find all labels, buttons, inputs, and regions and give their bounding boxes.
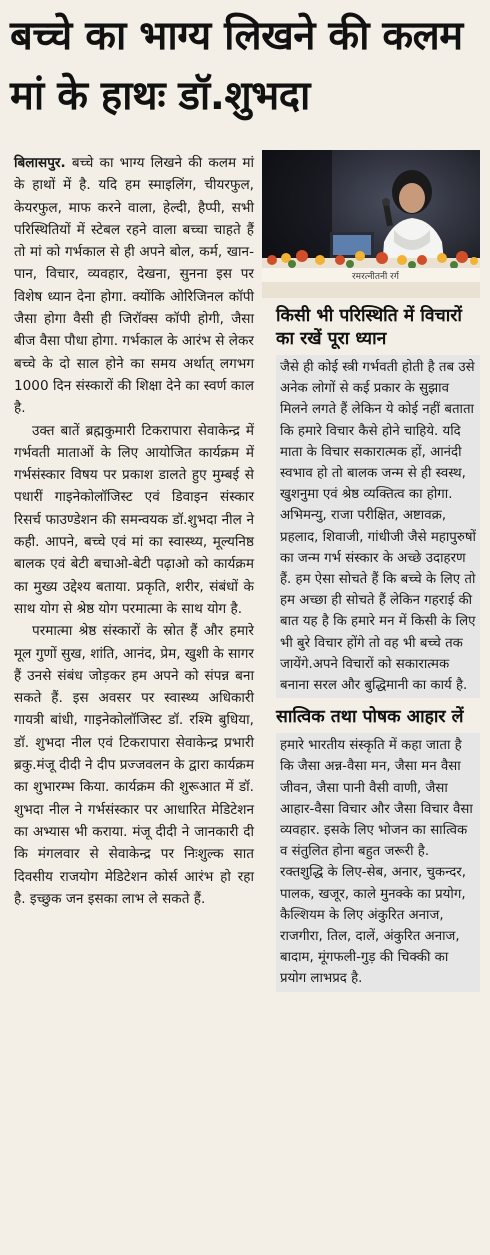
subhead-thoughts: किसी भी परिस्थिति में विचारों का रखें पूरा ध्यान [276,306,462,349]
paragraph-2: उक्त बातें ब्रह्मकुमारी टिकरापारा सेवाकेन्द्र में गर्भवती माताओं के लिए आयोजित कार्यक्रम में गर्भसंस्कार विषय पर प्रकाश डालते हुए मुम्बई से पधारीं गाइनेकोलॉजिस्ट एवं डिवाइन संस्कार रिसर्च फाउण्डेशन की समन्वयक डॉ.शुभदा नील ने कही. आपने, बच्चे एवं मां का स्वास्थ्य, मूल्यनिष्ठ बालक एवं बेटी बचाओ-बेटी पढ़ाओ को कार्यक्रम का मुख्य उद्देश्य बताया. प्रकृति, शरीर, संबंधों के साथ योग से श्रेष्ठ योग परमात्मा के साथ योग है. [14,422,254,617]
subhead-diet: सात्विक तथा पोषक आहार लें [276,707,464,728]
speaker-photo-illustration [262,150,480,298]
banner-text: रमरत्नीतनी रर्ग [352,272,399,282]
right-column [276,305,480,992]
event-photo [262,150,480,298]
paragraph-3: परमात्मा श्रेष्ठ संस्कारों के स्रोत हैं और हमारे मूल गुणों सुख, शांति, आनंद, प्रेम, खुशी के सागर हैं उनसे संबंध जोड़कर हम अपने को संपन्न बना सकते हैं. इस अवसर पर स्वास्थ्य अधिकारी गायत्री बांधी, गाइनेकोलॉजिस्ट डॉ. रश्मि बुधिया, डॉ. शुभदा नील एवं टिकरापारा सेवाकेन्द्र प्रभारी ब्रकु.मंजू दीदी ने दीप प्रज्जवलन के द्वारा कार्यक्रम का शुभारम्भ किया. कार्यक्रम की शुरूआत में डॉ. शुभदा नील ने गर्भसंस्कार पर आधारित मेडिटेशन का अभ्यास भी कराया. मंजू दीदी ने जानकारी दी कि मंगलवार से सेवाकेन्द्र पर निःशुल्क सात दिवसीय राजयोग मेडिटेशन कोर्स आरंभ हो रहा है. इच्छुक जन इसका लाभ ले सकते हैं. [14,623,254,907]
box-diet-text: हमारे भारतीय संस्कृति में कहा जाता है कि जैसा अन्न-वैसा मन, जैसा मन वैसा जीवन, जैसा पानी वैसी वाणी, जैसा आहार-वैसा विचार और जैसा विचार वैसा व्यवहार. इसके लिए भोजन का सात्विक व संतुलित होना बहुत जरूरी है. रक्तशुद्धि के लिए-सेब, अनार, चुकन्दर, पालक, खजूर, काले मुनक्के का प्रयोग, कैल्शियम के लिए अंकुरित अनाज, राजगीरा, तिल, दालें, अंकुरित अनाज, बादाम, मूंगफली-गुड़ की चिक्की का प्रयोग लाभप्रद है. [276,733,480,991]
box-thoughts-text: जैसे ही कोई स्त्री गर्भवती होती है तब उसे अनेक लोगों से कई प्रकार के सुझाव मिलने लगते हैं लेकिन ये कोई नहीं बताता कि हमारे विचार कैसे होने चाहिये. यदि माता के विचार सकारात्मक हों, आनंदी स्वभाव हो तो बालक जन्म से ही स्वस्थ, खुशनुमा एवं श्रेष्ठ व्यक्तित्व का होगा. अभिमन्यु, राजा परीक्षित, अष्टावक्र, प्रहलाद, शिवाजी, गांधीजी जैसे महापुरुषों का जन्म गर्भ संस्कार के अच्छे उदाहरण हैं. हम ऐसा सोचते हैं कि बच्चे के लिए तो हम अच्छा ही सोचते हैं लेकिन गहराई की बात यह है कि हमारे मन में किसी के लिए भी बुरे विचार होंगे तो वह भी बच्चे तक जायेंगे.अपने विचारों को सकारात्मक बनाना सरल और बुद्धिमानी का कार्य है. [276,355,480,698]
paragraph-1 [14,152,254,420]
left-column [14,152,254,910]
dateline: बिलासपुर. [14,155,66,171]
paragraph-1-text: बच्चे का भाग्य लिखने की कलम मां के हाथों में है. यदि हम स्माइलिंग, चीयरफुल, केयरफुल, माफ करने वाला, हेल्दी, हैप्पी, सभी परिस्थितियों में स्टेबल रहने वाला बच्चा चाहते हैं तो मां को गर्भकाल से ही अपने बोल, कर्म, खान-पान, विचार, व्यवहार, देखना, सुनना इस पर विशेष ध्यान देना होगा. क्योंकि ओरिजिनल कॉपी जैसा होगा वैसी ही जिरॉक्स कॉपी होगी, जैसा बीज वैसा पौधा होगा. गर्भकाल के आरंभ से लेकर बच्चे के दो साल होने का समय अर्थात् लगभग 1000 दिन संस्कारों की शिक्षा देने का स्वर्ण काल है. [14,155,254,417]
section-gap [276,698,480,706]
headline: बच्चे का भाग्य लिखने की कलम मां के हाथः डॉ.शुभदा [10,13,463,119]
